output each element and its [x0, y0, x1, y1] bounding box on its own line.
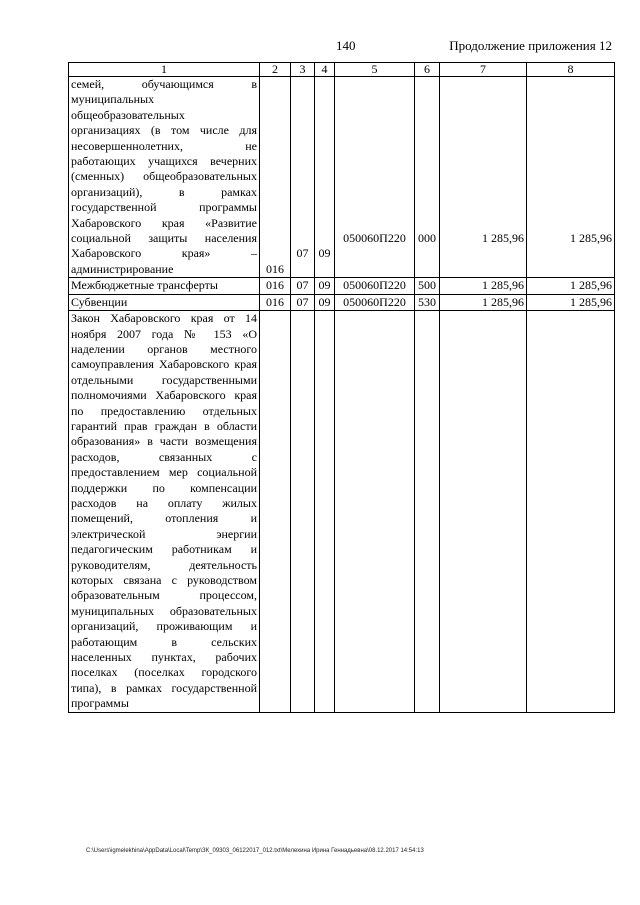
cell-rz: 07	[291, 294, 315, 310]
cell-sum2: 1 285,96	[527, 278, 615, 294]
column-header: 3	[291, 63, 315, 77]
cell-sum2: 1 285,96	[527, 294, 615, 310]
cell-rz: 07	[291, 77, 315, 278]
table-row	[69, 311, 615, 713]
budget-table	[68, 62, 615, 713]
continuation-label: Продолжение приложения 12	[449, 38, 612, 53]
cell-sum1: 1 285,96	[440, 77, 527, 278]
column-header: 4	[315, 63, 335, 77]
column-header: 5	[335, 63, 415, 77]
cell-sum1	[440, 311, 527, 713]
file-path-footer: C:\Users\igmelekhina\AppData\Local\Temp\ЗК_09303_06122017_012.txt\Мелехина Ирина Геннадьевна\08.12.2017 14:54:13	[86, 848, 424, 854]
column-header: 2	[260, 63, 291, 77]
cell-rz	[291, 311, 315, 713]
column-header: 6	[415, 63, 440, 77]
cell-ved	[260, 311, 291, 713]
row-name: Субвенции	[69, 294, 260, 310]
cell-csr: 050060П220	[335, 294, 415, 310]
table-row	[69, 77, 615, 278]
cell-sum1: 1 285,96	[440, 294, 527, 310]
page-number: 140	[336, 38, 356, 53]
cell-sum2: 1 285,96	[527, 77, 615, 278]
cell-pr	[315, 311, 335, 713]
cell-vr: 530	[415, 294, 440, 310]
column-header: 8	[527, 63, 615, 77]
cell-csr: 050060П220	[335, 77, 415, 278]
cell-csr	[335, 311, 415, 713]
cell-pr: 09	[315, 294, 335, 310]
cell-ved: 016	[260, 294, 291, 310]
column-header: 7	[440, 63, 527, 77]
cell-pr: 09	[315, 278, 335, 294]
column-header: 1	[69, 63, 260, 77]
row-name: семей, обучающимся в муниципальных общеобразовательных организациях (в том числе для несовершеннолетних, не работающих учащихся вечерних (сменных) общеобразовательных организаций), в рамках государственной программы Хабаровского края «Развитие социальной защиты населения Хабаровского края» – администрирование	[69, 77, 260, 278]
cell-ved: 016	[260, 278, 291, 294]
table-row	[69, 294, 615, 310]
table-row	[69, 278, 615, 294]
cell-pr: 09	[315, 77, 335, 278]
cell-vr: 500	[415, 278, 440, 294]
cell-ved: 016	[260, 77, 291, 278]
cell-csr: 050060П220	[335, 278, 415, 294]
row-name: Закон Хабаровского края от 14 ноября 2007 года № 153 «О наделении органов местного самоуправления Хабаровского края отдельными государственными полномочиями Хабаровского края по предоставлению отдельных гарантий прав граждан в области образования» в части возмещения расходов, связанных с предоставлением мер социальной поддержки по компенсации расходов на оплату жилых помещений, отопления и электрической энергии педагогическим работникам и руководителям, деятельность которых связана с руководством образовательным процессом, муниципальных образовательных организаций, проживающим и работающим в сельских населенных пунктах, рабочих поселках (поселках городского типа), в рамках государственной программы	[69, 311, 260, 713]
table-header-row	[69, 63, 615, 77]
cell-sum2	[527, 311, 615, 713]
cell-sum1: 1 285,96	[440, 278, 527, 294]
cell-rz: 07	[291, 278, 315, 294]
row-name: Межбюджетные трансферты	[69, 278, 260, 294]
cell-vr	[415, 311, 440, 713]
cell-vr: 000	[415, 77, 440, 278]
